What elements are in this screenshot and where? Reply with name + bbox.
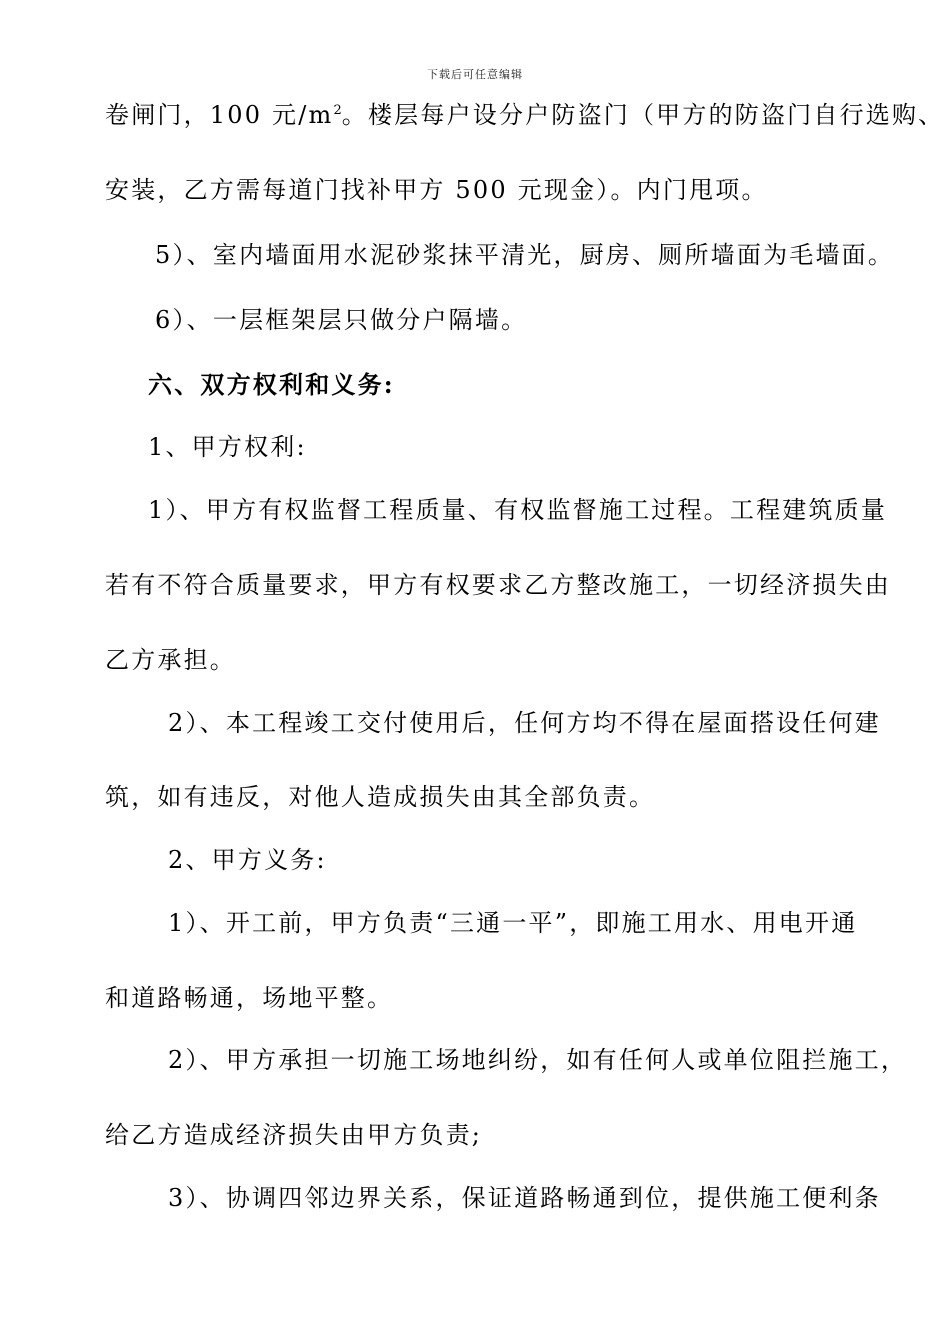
paragraph-line-14: 3）、协调四邻边界关系，保证道路畅通到位，提供施工便利条 bbox=[168, 1184, 881, 1212]
paragraph-line-12: 2）、甲方承担一切施工场地纠纷，如有任何人或单位阻拦施工， bbox=[168, 1046, 908, 1074]
subsection-heading-1: 1、甲方权利: bbox=[148, 433, 307, 461]
paragraph-line-13: 给乙方造成经济损失由甲方负责; bbox=[105, 1121, 483, 1149]
paragraph-line-8: 2）、本工程竣工交付使用后，任何方均不得在屋面搭设任何建 bbox=[168, 709, 881, 737]
paragraph-line-2: 安装，乙方需每道门找补甲方 500 元现金）。内门甩项。 bbox=[105, 176, 768, 204]
paragraph-line-3: 5）、室内墙面用水泥砂浆抹平清光，厨房、厕所墙面为毛墙面。 bbox=[155, 241, 895, 269]
paragraph-line-10: 1）、开工前，甲方负责“三通一平”，即施工用水、用电开通 bbox=[168, 909, 858, 937]
paragraph-line-7: 乙方承担。 bbox=[105, 646, 236, 674]
paragraph-line-6: 若有不符合质量要求，甲方有权要求乙方整改施工，一切经济损失由 bbox=[105, 571, 891, 599]
paragraph-line-5: 1）、甲方有权监督工程质量、有权监督施工过程。工程建筑质量 bbox=[148, 496, 888, 524]
paragraph-line-11: 和道路畅通，场地平整。 bbox=[105, 984, 394, 1012]
page-header: 下载后可任意编辑 bbox=[427, 68, 523, 81]
paragraph-line-9: 筑，如有违反，对他人造成损失由其全部负责。 bbox=[105, 783, 656, 811]
section-heading: 六、双方权利和义务: bbox=[148, 370, 395, 399]
paragraph-line-4: 6）、一层框架层只做分户隔墙。 bbox=[155, 306, 528, 334]
subsection-heading-2: 2、甲方义务: bbox=[168, 846, 327, 874]
paragraph-line-1: 卷闸门，100 元$/m^2$。楼层每户设分户防盗门（甲方的防盗门自行选购、 bbox=[105, 101, 945, 129]
